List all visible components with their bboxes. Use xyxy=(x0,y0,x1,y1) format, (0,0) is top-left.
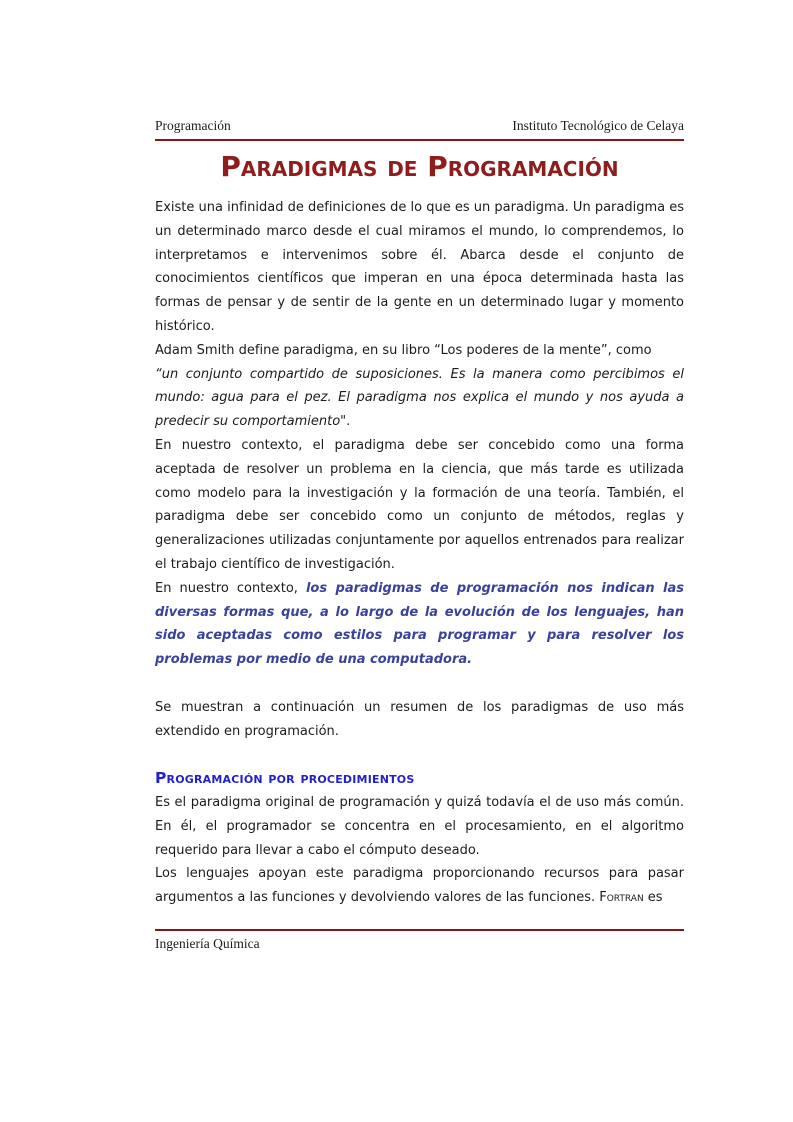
fortran-smallcaps-text: Fortran xyxy=(599,890,644,906)
section-heading-procedural: Programación por procedimientos xyxy=(155,769,415,788)
languages-text-end: es xyxy=(643,890,663,906)
header-right-text: Instituto Tecnológico de Celaya xyxy=(512,118,684,133)
paragraph-procedural-intro: Es el paradigma original de programación y quizá todavía el de uso más común. En él, el programador se concentra en el procesamiento, en el algoritmo requerido para llevar a cabo el cómputo deseado. xyxy=(155,794,684,858)
emphasis-blue-text: los paradigmas de programación nos indican las diversas formas que, a lo largo de la evolución de los lenguajes, han sido aceptadas como estilos para programar y para resolver los problemas por medio de una computadora. xyxy=(155,580,684,668)
paragraph-adam-smith-quote xyxy=(155,339,684,434)
emphasis-intro-text: En nuestro contexto, xyxy=(155,580,306,596)
paragraph-languages xyxy=(155,862,684,910)
quote-italic-text: “un conjunto compartido de suposiciones. Es la manera como percibimos el mundo: agua para el pez. El paradigma nos explica el mundo y nos ayuda a predecir su comportamiento xyxy=(155,366,684,430)
footer-divider xyxy=(155,929,684,931)
document-body xyxy=(155,196,684,910)
header-divider xyxy=(155,139,684,141)
paragraph-summary-note: Se muestran a continuación un resumen de los paradigmas de uso más extendido en programación. xyxy=(155,699,684,739)
header-left-text: Programación xyxy=(155,118,231,133)
paragraph-context-science: En nuestro contexto, el paradigma debe ser concebido como una forma aceptada de resolver un problema en la ciencia, que más tarde es utilizada como modelo para la investigación y la formación de una teoría. También, el paradigma debe ser concebido como un conjunto de métodos, reglas y generalizaciones utilizadas conjuntamente por aquellos entrenados para realizar el trabajo científico de investigación. xyxy=(155,437,684,572)
quote-closing-mark: ". xyxy=(340,414,351,430)
paragraph-definition: Existe una infinidad de definiciones de lo que es un paradigma. Un paradigma es un determinado marco desde el cual miramos el mundo, lo comprendemos, lo interpretamos e intervenimos sobre él. Abarca desde el conjunto de conocimientos científicos que imperan en una época determinada hasta las formas de pensar y de sentir de la gente en un determinado lugar y momento histórico. xyxy=(155,200,684,334)
header-row xyxy=(155,118,684,134)
languages-text: Los lenguajes apoyan este paradigma proporcionando recursos para pasar argumentos a las funciones y devolviendo valores de las funciones. xyxy=(155,866,684,906)
page-header xyxy=(155,118,684,141)
quote-intro-text: Adam Smith define paradigma, en su libro “Los poderes de la mente”, como xyxy=(155,342,652,358)
footer-text: Ingeniería Química xyxy=(155,936,260,951)
paragraph-context-emphasis xyxy=(155,577,684,672)
page-title: Paradigmas de Programación xyxy=(220,150,619,183)
